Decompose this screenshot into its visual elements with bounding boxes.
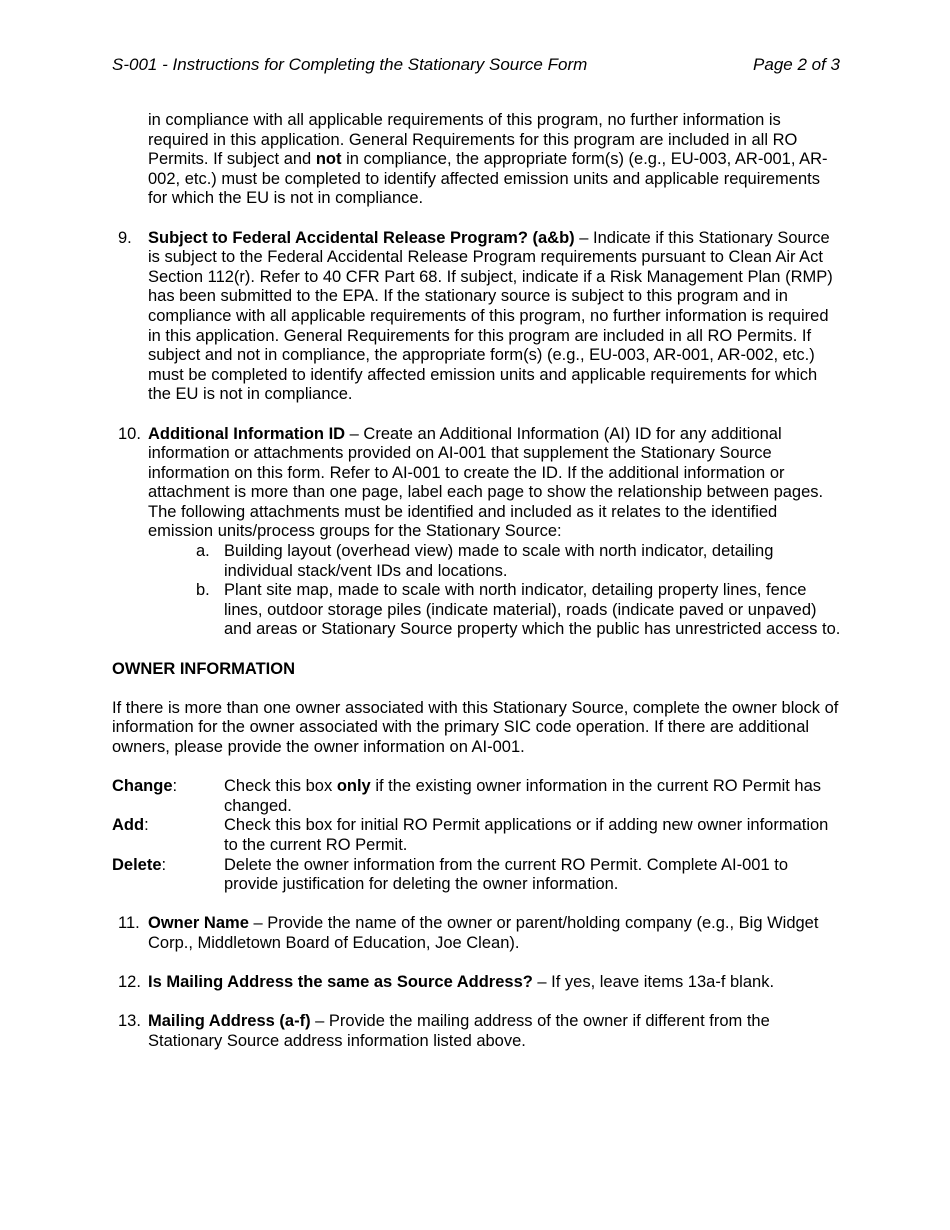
owner-action-definitions: [112, 777, 842, 895]
sub-letter: b.: [196, 581, 210, 600]
list-item: [112, 542, 842, 581]
sub-letter: a.: [196, 542, 210, 561]
item-title: Owner Name: [148, 914, 249, 933]
delete-definition: Delete: Delete the owner information from the current RO Permit. Complete AI-001 to provide justification for deleting the owner information.: [112, 855, 788, 894]
item-text: – Provide the name of the owner or parent/holding company (e.g., Big Widget Corp., Middletown Board of Education, Joe Clean).: [148, 914, 819, 952]
item-number: 9.: [118, 228, 132, 247]
instruction-item-13: [112, 1012, 842, 1051]
document-title: S-001 - Instructions for Completing the Stationary Source Form: [112, 55, 588, 74]
document-body: [112, 111, 842, 1052]
change-definition: Change: Check this box only if the existing owner information in the current RO Permit has changed.: [112, 777, 822, 815]
item-title: Is Mailing Address the same as Source Address?: [148, 973, 533, 992]
item-number: 11.: [118, 914, 140, 933]
page-header: [112, 55, 840, 75]
term-label: Add: [112, 816, 145, 835]
item-text: – Create an Additional Information (AI) ID for any additional information or attachments provided on AI-001 that supplement the Stationary Source information on this form. Refer to AI-001 to create the ID. If the additional information or attachment is more than one page, label each page to show the relationship between pages. The following attachments must be identified and included as it relates to the identified emission units/process groups for the Stationary Source:: [148, 424, 824, 541]
sub-text: Plant site map, made to scale with north indicator, detailing property lines, fence lines, outdoor storage piles (indicate material), roads (indicate paved or unpaved) and areas or Stationary Source property which the public has unrestricted access to.: [224, 581, 841, 639]
item-text: – Provide the mailing address of the owner if different from the Stationary Source address information listed above.: [148, 1012, 770, 1050]
continuation-paragraph: in compliance with all applicable requirements of this program, no further information is required in this application. General Requirements for this program are included in all RO Permits. If subject and not in compliance, the appropriate form(s) (e.g., EU-003, AR-001, AR-002, etc.) must be completed to identify affected emission units and applicable requirements for which the EU is not in compliance.: [148, 111, 828, 208]
item-title: Additional Information ID: [148, 424, 346, 443]
instruction-item-10: [112, 425, 842, 543]
item-number: 10.: [118, 424, 141, 443]
instruction-item-11: [112, 914, 842, 953]
list-item: [112, 581, 842, 640]
item-text: – If yes, leave items 13a-f blank.: [532, 973, 775, 992]
term-label: Change: [112, 777, 173, 796]
term-label: Delete: [112, 855, 162, 874]
item-title: Subject to Federal Accidental Release Program? (a&b): [148, 228, 575, 247]
page-number: Page 2 of 3: [753, 55, 840, 74]
owner-information-heading: OWNER INFORMATION: [112, 659, 296, 678]
owner-intro-paragraph: If there is more than one owner associated with this Stationary Source, complete the owner block of information for the owner associated with the primary SIC code operation. If there are additional owners, please provide the owner information on AI-001.: [112, 698, 839, 756]
add-definition: Add: Check this box for initial RO Permit applications or if adding new owner information to the current RO Permit.: [112, 816, 829, 854]
instruction-item-12: [112, 973, 842, 993]
sub-text: Building layout (overhead view) made to scale with north indicator, detailing individual stack/vent IDs and locations.: [224, 542, 774, 580]
item-number: 13.: [118, 1012, 141, 1031]
instruction-item-9: [112, 229, 842, 405]
item-title: Mailing Address (a-f): [148, 1012, 311, 1031]
item-number: 12.: [118, 973, 141, 992]
item-text: – Indicate if this Stationary Source is subject to the Federal Accidental Release Program requirements pursuant to Clean Air Act Section 112(r). Refer to 40 CFR Part 68. If subject, indicate if a Risk Management Plan (RMP) has been submitted to the EPA. If the stationary source is subject to this program and in compliance with all applicable requirements of this program, no further information is required in this application. General Requirements for this program are included in all RO Permits. If subject and not in compliance, the appropriate form(s) (e.g., EU-003, AR-001, AR-002, etc.) must be completed to identify affected emission units and applicable requirements for which the EU is not in compliance.: [148, 228, 833, 404]
